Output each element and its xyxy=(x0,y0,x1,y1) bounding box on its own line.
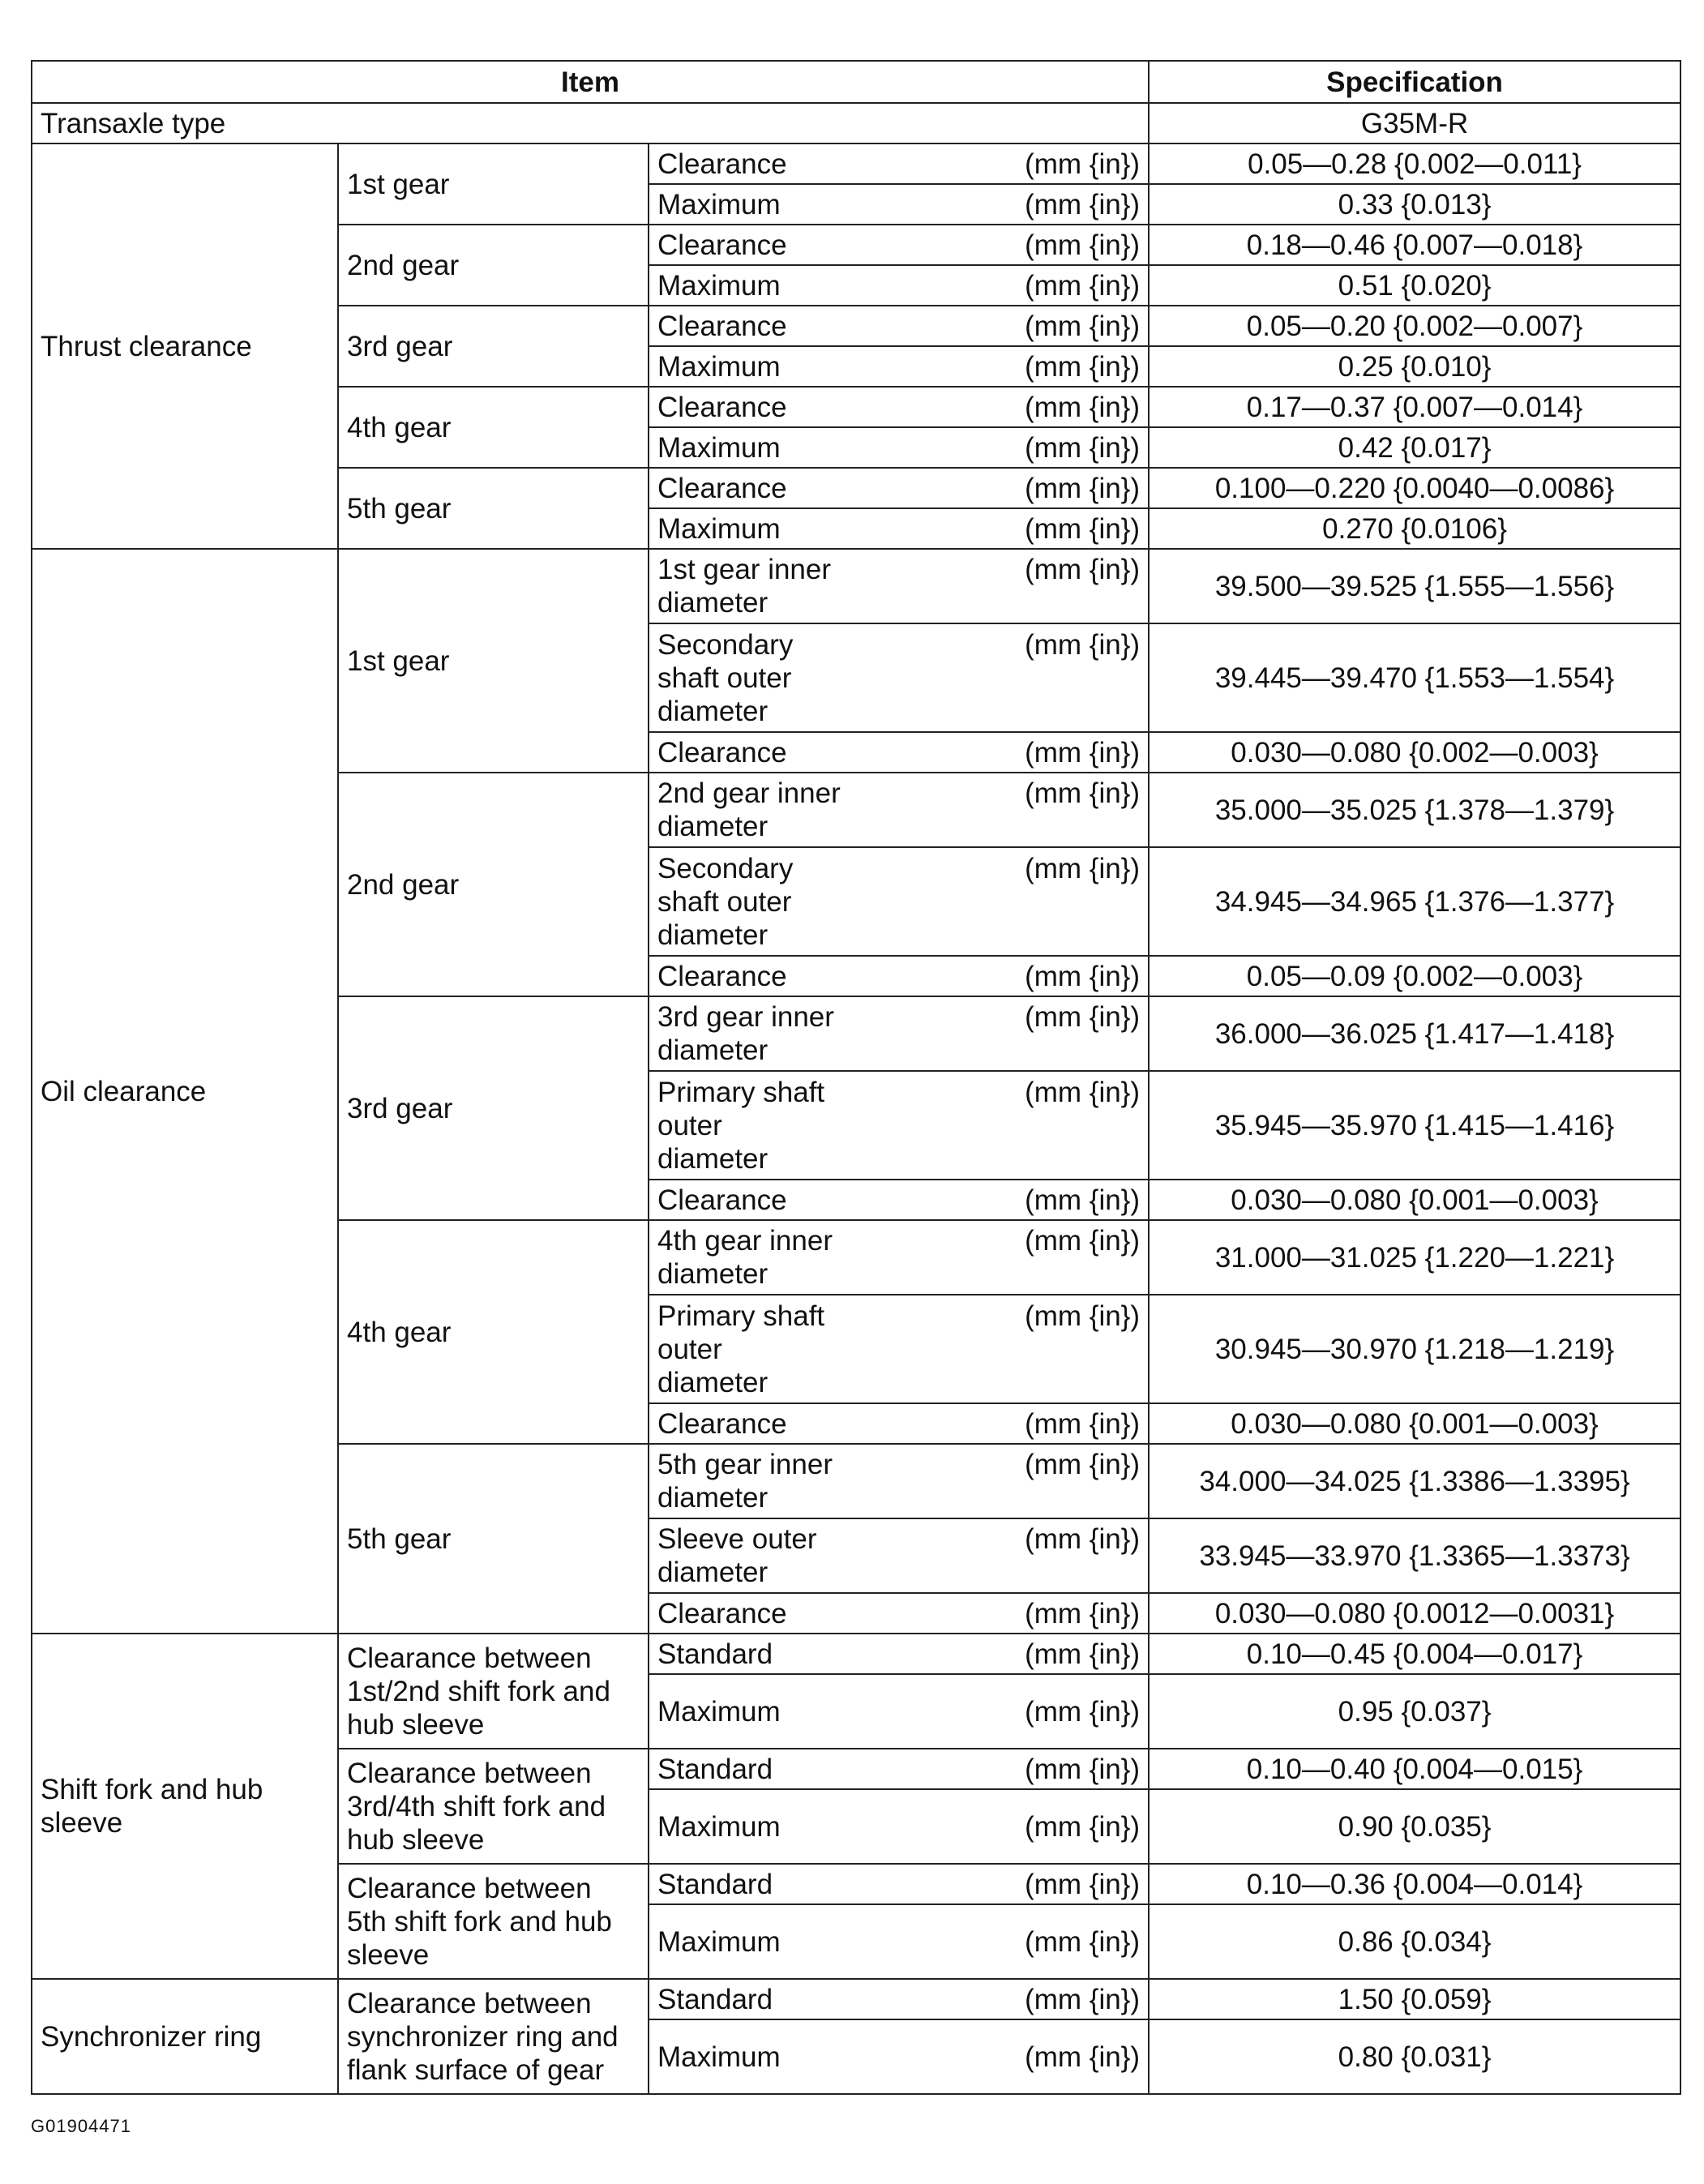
unit-label: (mm {in}) xyxy=(1025,628,1141,661)
item-label: Maximum xyxy=(657,512,781,545)
unit-label: (mm {in}) xyxy=(1025,1753,1141,1785)
spec-value: 0.100—0.220 {0.0040—0.0086} xyxy=(1149,468,1680,508)
item-label: Standard xyxy=(657,1638,773,1670)
item-description-cell xyxy=(649,508,1149,549)
spec-value: 39.500—39.525 {1.555—1.556} xyxy=(1149,549,1680,623)
item-label xyxy=(657,1407,787,1441)
table-row xyxy=(32,549,1680,623)
thrust-clearance-label: Thrust clearance xyxy=(32,143,338,549)
item-label-line: outer xyxy=(657,1109,722,1141)
gear-label: 3rd gear xyxy=(338,996,649,1220)
item-label-line: Clearance xyxy=(657,1597,787,1629)
spec-value: 34.000—34.025 {1.3386—1.3395} xyxy=(1149,1444,1680,1518)
synchronizer-ring-label: Synchronizer ring xyxy=(32,1979,338,2094)
item-description-cell xyxy=(649,623,1149,732)
spec-value: 0.86 {0.034} xyxy=(1149,1904,1680,1979)
item-label-line: Secondary xyxy=(657,852,794,884)
clearance-group-label-line: Clearance between xyxy=(347,1872,592,1904)
gear-label: 3rd gear xyxy=(338,306,649,387)
item-label-line: outer xyxy=(657,1333,722,1365)
spec-value: 0.10—0.36 {0.004—0.014} xyxy=(1149,1864,1680,1904)
header-item: Item xyxy=(32,61,1149,103)
item-label-line: Primary shaft xyxy=(657,1076,825,1108)
item-label: Clearance xyxy=(657,472,787,504)
unit-label: (mm {in}) xyxy=(1025,269,1141,302)
clearance-group-label-line: hub sleeve xyxy=(347,1708,485,1741)
item-description-cell xyxy=(649,1071,1149,1180)
item-label-line: 2nd gear inner xyxy=(657,777,841,809)
clearance-group-label xyxy=(338,1634,649,1749)
unit-label: (mm {in}) xyxy=(1025,1983,1141,2015)
item-description-cell xyxy=(649,1904,1149,1979)
item-description-cell xyxy=(649,1180,1149,1220)
clearance-group-label-line: hub sleeve xyxy=(347,1823,485,1856)
transaxle-type-value: G35M-R xyxy=(1149,103,1680,143)
clearance-group-label-line: Clearance between xyxy=(347,1757,592,1789)
item-label-line: diameter xyxy=(657,587,769,619)
unit-label: (mm {in}) xyxy=(1025,554,1141,585)
unit-label: (mm {in}) xyxy=(1025,1925,1141,1958)
gear-label: 2nd gear xyxy=(338,773,649,996)
item-label xyxy=(657,1300,824,1399)
figure-id: G01904471 xyxy=(31,2116,131,2136)
clearance-group-label-line: 1st/2nd shift fork and xyxy=(347,1675,610,1707)
item-description-cell xyxy=(649,1749,1149,1789)
item-label-line: Clearance xyxy=(657,1407,787,1440)
item-label: Maximum xyxy=(657,1810,781,1843)
unit-label: (mm {in}) xyxy=(1025,1225,1141,1257)
item-description-cell xyxy=(649,468,1149,508)
item-label xyxy=(657,1597,787,1630)
item-description-cell xyxy=(649,346,1149,387)
item-description-cell xyxy=(649,1789,1149,1864)
item-label xyxy=(657,1184,787,1217)
item-label xyxy=(657,1224,833,1291)
item-description-cell xyxy=(649,265,1149,306)
spec-value: 0.030—0.080 {0.001—0.003} xyxy=(1149,1180,1680,1220)
clearance-group-label-line: synchronizer ring and xyxy=(347,2020,619,2053)
item-label: Maximum xyxy=(657,188,781,221)
item-label-line: diameter xyxy=(657,1034,769,1066)
item-label-line: diameter xyxy=(657,695,769,727)
item-label-line: diameter xyxy=(657,919,769,951)
item-description-cell xyxy=(649,143,1149,184)
item-label: Maximum xyxy=(657,1925,781,1958)
unit-label: (mm {in}) xyxy=(1025,1449,1141,1480)
spec-value: 0.51 {0.020} xyxy=(1149,265,1680,306)
spec-value: 35.945—35.970 {1.415—1.416} xyxy=(1149,1071,1680,1180)
unit-label: (mm {in}) xyxy=(1025,2041,1141,2073)
item-label: Clearance xyxy=(657,391,787,423)
unit-label: (mm {in}) xyxy=(1025,736,1141,769)
unit-label: (mm {in}) xyxy=(1025,852,1141,884)
clearance-group-label xyxy=(338,1979,649,2094)
spec-value: 0.030—0.080 {0.0012—0.0031} xyxy=(1149,1593,1680,1634)
item-label xyxy=(657,553,831,619)
spec-value: 1.50 {0.059} xyxy=(1149,1979,1680,2019)
clearance-group-label xyxy=(338,1864,649,1979)
unit-label: (mm {in}) xyxy=(1025,1300,1141,1332)
unit-label: (mm {in}) xyxy=(1025,960,1141,992)
item-description-cell xyxy=(649,1518,1149,1593)
clearance-group-label-line: sleeve xyxy=(347,1938,430,1971)
spec-value: 0.270 {0.0106} xyxy=(1149,508,1680,549)
gear-label: 4th gear xyxy=(338,1220,649,1444)
item-label: Standard xyxy=(657,1868,773,1900)
gear-label: 2nd gear xyxy=(338,225,649,306)
item-description-cell xyxy=(649,427,1149,468)
spec-value: 31.000—31.025 {1.220—1.221} xyxy=(1149,1220,1680,1295)
unit-label: (mm {in}) xyxy=(1025,1184,1141,1216)
item-label-line: 3rd gear inner xyxy=(657,1001,834,1033)
unit-label: (mm {in}) xyxy=(1025,350,1141,383)
table-row xyxy=(32,143,1680,184)
spec-value: 0.95 {0.037} xyxy=(1149,1674,1680,1749)
item-description-cell xyxy=(649,184,1149,225)
item-label: Maximum xyxy=(657,2041,781,2073)
item-label xyxy=(657,777,841,843)
spec-value: 30.945—30.970 {1.218—1.219} xyxy=(1149,1295,1680,1403)
oil-clearance-label: Oil clearance xyxy=(32,549,338,1634)
item-label: Standard xyxy=(657,1753,773,1785)
item-description-cell xyxy=(649,2019,1149,2094)
unit-label: (mm {in}) xyxy=(1025,391,1141,423)
item-description-cell xyxy=(649,1403,1149,1444)
specification-table xyxy=(31,60,1681,2095)
unit-label: (mm {in}) xyxy=(1025,1868,1141,1900)
item-description-cell xyxy=(649,773,1149,847)
unit-label: (mm {in}) xyxy=(1025,1597,1141,1629)
clearance-group-label xyxy=(338,1749,649,1864)
spec-value: 0.33 {0.013} xyxy=(1149,184,1680,225)
item-label-line: diameter xyxy=(657,1482,769,1514)
item-label-line: diameter xyxy=(657,1142,769,1175)
unit-label: (mm {in}) xyxy=(1025,148,1141,180)
item-label-line: shaft outer xyxy=(657,885,792,918)
item-description-cell xyxy=(649,225,1149,265)
spec-value: 0.05—0.09 {0.002—0.003} xyxy=(1149,956,1680,996)
spec-value: 0.030—0.080 {0.001—0.003} xyxy=(1149,1403,1680,1444)
clearance-group-label-line: 5th shift fork and hub xyxy=(347,1905,612,1938)
spec-value: 0.18—0.46 {0.007—0.018} xyxy=(1149,225,1680,265)
item-label-line: 4th gear inner xyxy=(657,1225,833,1257)
item-label-line: 1st gear inner xyxy=(657,554,832,585)
table-row xyxy=(32,1979,1680,2019)
shift-fork-label xyxy=(32,1634,338,1979)
unit-label: (mm {in}) xyxy=(1025,472,1141,504)
item-label-line: diameter xyxy=(657,1366,769,1398)
spec-value: 35.000—35.025 {1.378—1.379} xyxy=(1149,773,1680,847)
header-specification: Specification xyxy=(1149,61,1680,103)
item-label-line: Clearance xyxy=(657,1184,787,1216)
spec-value: 0.05—0.20 {0.002—0.007} xyxy=(1149,306,1680,346)
shift-fork-label-line: sleeve xyxy=(41,1807,123,1839)
clearance-group-label-line: flank surface of gear xyxy=(347,2053,605,2086)
item-description-cell xyxy=(649,956,1149,996)
transaxle-type-label: Transaxle type xyxy=(32,103,1149,143)
gear-label: 1st gear xyxy=(338,143,649,225)
unit-label: (mm {in}) xyxy=(1025,777,1141,809)
item-description-cell xyxy=(649,1444,1149,1518)
item-label xyxy=(657,852,793,952)
spec-value: 33.945—33.970 {1.3365—1.3373} xyxy=(1149,1518,1680,1593)
shift-fork-label-line: Shift fork and hub xyxy=(41,1774,263,1805)
item-description-cell xyxy=(649,1593,1149,1634)
clearance-group-label-line: 3rd/4th shift fork and xyxy=(347,1790,606,1822)
unit-label: (mm {in}) xyxy=(1025,431,1141,464)
unit-label: (mm {in}) xyxy=(1025,1695,1141,1728)
spec-value: 0.05—0.28 {0.002—0.011} xyxy=(1149,143,1680,184)
item-description-cell xyxy=(649,549,1149,623)
item-description-cell xyxy=(649,732,1149,773)
gear-label: 4th gear xyxy=(338,387,649,468)
unit-label: (mm {in}) xyxy=(1025,1001,1141,1033)
item-label: Maximum xyxy=(657,350,781,383)
unit-label: (mm {in}) xyxy=(1025,1638,1141,1670)
unit-label: (mm {in}) xyxy=(1025,229,1141,261)
item-label xyxy=(657,1522,817,1589)
item-label xyxy=(657,960,787,993)
spec-value: 0.42 {0.017} xyxy=(1149,427,1680,468)
spec-value: 0.17—0.37 {0.007—0.014} xyxy=(1149,387,1680,427)
spec-value: 0.10—0.40 {0.004—0.015} xyxy=(1149,1749,1680,1789)
item-description-cell xyxy=(649,1674,1149,1749)
spec-value: 0.90 {0.035} xyxy=(1149,1789,1680,1864)
item-description-cell xyxy=(649,847,1149,956)
spec-table-body xyxy=(32,103,1680,2094)
spec-value: 39.445—39.470 {1.553—1.554} xyxy=(1149,623,1680,732)
item-label xyxy=(657,1448,833,1514)
unit-label: (mm {in}) xyxy=(1025,512,1141,545)
spec-value: 0.80 {0.031} xyxy=(1149,2019,1680,2094)
item-description-cell xyxy=(649,1979,1149,2019)
item-label-line: Sleeve outer xyxy=(657,1523,817,1555)
gear-label: 5th gear xyxy=(338,468,649,549)
clearance-group-label-line: Clearance between xyxy=(347,1987,592,2019)
item-label xyxy=(657,736,787,769)
clearance-group-label-line: Clearance between xyxy=(347,1642,592,1674)
spec-value: 0.030—0.080 {0.002—0.003} xyxy=(1149,732,1680,773)
item-description-cell xyxy=(649,1864,1149,1904)
unit-label: (mm {in}) xyxy=(1025,1523,1141,1555)
item-label-line: diameter xyxy=(657,1258,769,1290)
item-label: Maximum xyxy=(657,431,781,464)
gear-label: 1st gear xyxy=(338,549,649,773)
item-description-cell xyxy=(649,1634,1149,1674)
item-label-line: Clearance xyxy=(657,736,787,769)
item-label: Maximum xyxy=(657,1695,781,1728)
item-label xyxy=(657,1000,834,1067)
spec-value: 34.945—34.965 {1.376—1.377} xyxy=(1149,847,1680,956)
item-label xyxy=(657,628,793,728)
item-label: Clearance xyxy=(657,148,787,180)
item-label-line: 5th gear inner xyxy=(657,1449,833,1480)
gear-label: 5th gear xyxy=(338,1444,649,1634)
unit-label: (mm {in}) xyxy=(1025,1407,1141,1440)
unit-label: (mm {in}) xyxy=(1025,310,1141,342)
item-label: Maximum xyxy=(657,269,781,302)
item-description-cell xyxy=(649,1295,1149,1403)
item-label-line: Secondary xyxy=(657,628,794,661)
item-label-line: Clearance xyxy=(657,960,787,992)
item-label: Standard xyxy=(657,1983,773,2015)
item-description-cell xyxy=(649,306,1149,346)
table-row xyxy=(32,1634,1680,1674)
item-description-cell xyxy=(649,996,1149,1071)
unit-label: (mm {in}) xyxy=(1025,1810,1141,1843)
item-label: Clearance xyxy=(657,229,787,261)
item-label-line: Primary shaft xyxy=(657,1300,825,1332)
item-description-cell xyxy=(649,1220,1149,1295)
spec-value: 0.10—0.45 {0.004—0.017} xyxy=(1149,1634,1680,1674)
spec-value: 36.000—36.025 {1.417—1.418} xyxy=(1149,996,1680,1071)
item-description-cell xyxy=(649,387,1149,427)
item-label-line: diameter xyxy=(657,1557,769,1588)
item-label-line: diameter xyxy=(657,811,769,842)
item-label-line: shaft outer xyxy=(657,662,792,694)
item-label: Clearance xyxy=(657,310,787,342)
item-label xyxy=(657,1076,824,1176)
unit-label: (mm {in}) xyxy=(1025,188,1141,221)
spec-value: 0.25 {0.010} xyxy=(1149,346,1680,387)
unit-label: (mm {in}) xyxy=(1025,1076,1141,1108)
